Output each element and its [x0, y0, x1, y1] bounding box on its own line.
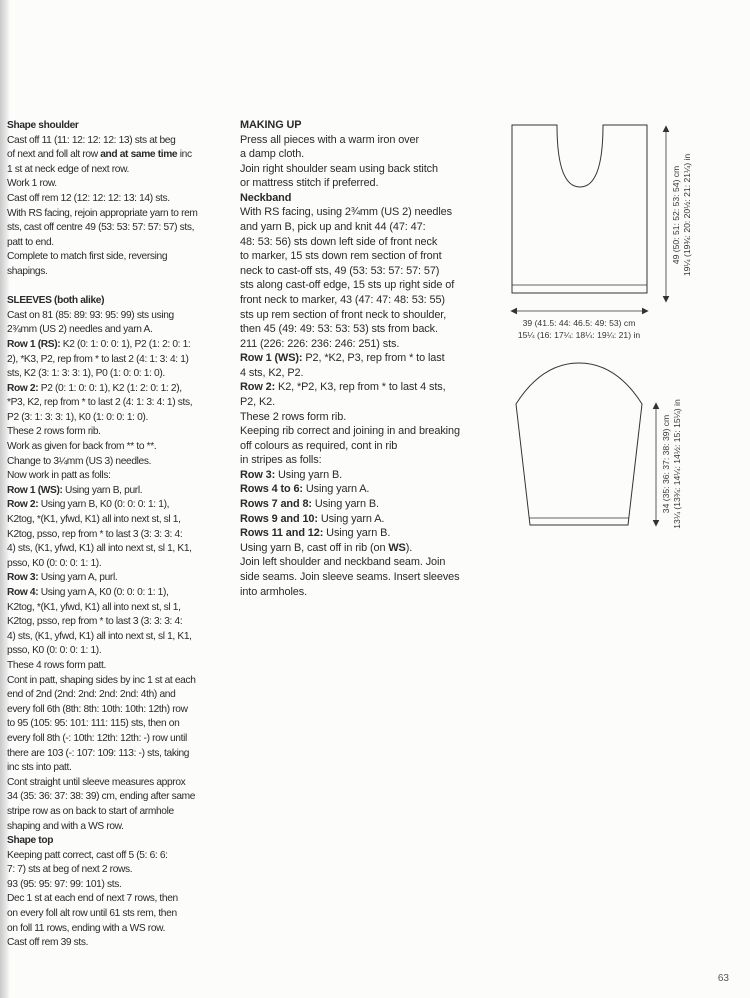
- making-up-line: in stripes as folls:: [240, 454, 322, 467]
- body-height-cm-label: 49 (50: 51: 52: 53: 54) cm: [671, 165, 681, 265]
- pattern-line: on every foll alt row until 61 sts rem, then: [7, 908, 177, 920]
- text-run: Using yarn A.: [317, 512, 385, 525]
- pattern-line: stripe row as on back to start of armhole: [7, 805, 174, 817]
- bold-text: Rows 7 and 8:: [240, 498, 312, 511]
- pattern-line: Work as given for back from ** to **.: [7, 441, 157, 453]
- text-run: Using yarn B, cast off in rib (on: [240, 541, 389, 554]
- pattern-line: K2tog, *(K1, yfwd, K1) all into next st, sl 1,: [7, 514, 181, 526]
- bold-text: Row 4:: [7, 587, 39, 598]
- section-heading: SLEEVES (both alike): [7, 295, 105, 307]
- text-run: Using yarn B, K0 (0: 0: 0: 1: 1),: [38, 499, 170, 511]
- making-up-line: [240, 482, 500, 497]
- pattern-line: sts, cast off centre 49 (53: 53: 57: 57: 57) sts,: [7, 222, 195, 234]
- section-heading: Neckband: [240, 191, 292, 204]
- making-up-line: [240, 526, 500, 541]
- pattern-line: Keeping patt correct, cast off 5 (5: 6: 6:: [7, 849, 168, 861]
- pattern-line: 7: 7) sts at beg of next 2 rows.: [7, 864, 133, 876]
- making-up-line: [240, 541, 500, 556]
- bold-text: Row 3:: [7, 572, 39, 584]
- text-run: K2, *P2, K3, rep from * to last 4 sts,: [275, 381, 446, 394]
- body-schematic: [500, 115, 700, 345]
- body-outline: [512, 125, 647, 293]
- pattern-line: shapings.: [7, 265, 48, 277]
- making-up-line: 48: 53: 56) sts down left side of front neck: [240, 235, 438, 248]
- pattern-line: [7, 382, 232, 397]
- pattern-line: [7, 484, 232, 499]
- pattern-line: Cont straight until sleeve measures approx: [7, 776, 186, 788]
- making-up-line: [240, 497, 500, 512]
- sleeve-length-in-label: 13¼ (13¾: 14¼: 14½: 15: 15¼) in: [672, 399, 682, 529]
- section-heading: Shape shoulder: [7, 120, 79, 131]
- making-up-line: [240, 351, 500, 366]
- pattern-line: shaping and with a WS row.: [7, 820, 124, 832]
- pattern-line: These 2 rows form rib.: [7, 426, 101, 438]
- pattern-line: [7, 148, 232, 163]
- making-up-line: 211 (226: 226: 236: 246: 251) sts.: [240, 337, 400, 350]
- pattern-line: [7, 571, 232, 586]
- making-up-line: and yarn B, pick up and knit 44 (47: 47:: [240, 221, 426, 234]
- making-up-line: then 45 (49: 49: 53: 53: 53) sts from back.: [240, 323, 438, 336]
- text-run: Using yarn A, K0 (0: 0: 0: 1: 1),: [38, 587, 169, 598]
- body-height-in-label: 19¼ (19¾: 20: 20½: 21: 21¼) in: [682, 153, 692, 277]
- text-run: Using yarn B.: [275, 468, 343, 481]
- pattern-line: Now work in patt as folls:: [7, 470, 111, 482]
- text-run: ).: [405, 541, 413, 554]
- pattern-line: to 95 (105: 95: 101: 111: 115) sts, then on: [7, 718, 180, 730]
- making-up-line: neck to cast-off sts, 49 (53: 53: 57: 57: 57): [240, 264, 440, 277]
- bold-text: Row 2:: [7, 499, 39, 511]
- pattern-line: 2), *K3, P2, rep from * to last 2 (4: 1: 3: 4: 1): [7, 353, 189, 365]
- pattern-line: 34 (35: 36: 37: 38: 39) cm, ending after same: [7, 791, 196, 803]
- pattern-line: 2¾mm (US 2) needles and yarn A.: [7, 324, 153, 336]
- pattern-line: K2tog, psso, rep from * to last 3 (3: 3: 3: 4:: [7, 528, 183, 540]
- pattern-line: [7, 280, 232, 295]
- text-run: P2 (0: 1: 0: 0: 1), K2 (1: 2: 0: 1: 2),: [38, 382, 182, 394]
- section-heading: Shape top: [7, 835, 54, 847]
- pattern-line: Cast off rem 12 (12: 12: 12: 13: 14) sts.: [7, 192, 170, 204]
- pattern-line: Cont in patt, shaping sides by inc 1 st at each: [7, 674, 196, 686]
- making-up-line: With RS facing, using 2¾mm (US 2) needles: [240, 206, 452, 219]
- making-up-line: a damp cloth.: [240, 148, 305, 161]
- making-up-line: P2, K2.: [240, 395, 276, 408]
- body-width-in-label: 15¼ (16: 17¼: 18¼: 19¼: 21) in: [517, 330, 641, 340]
- pattern-line: inc sts into patt.: [7, 762, 72, 774]
- making-up-line: front neck to marker, 43 (47: 47: 48: 53: 55): [240, 293, 445, 306]
- text-run: Using yarn B, purl.: [62, 484, 143, 496]
- bold-text: Rows 11 and 12:: [240, 527, 324, 540]
- bold-text: Rows 4 to 6:: [240, 483, 303, 496]
- body-width-cm-label: 39 (41.5: 44: 46.5: 49: 53) cm: [522, 318, 636, 328]
- bold-text: Row 1 (WS):: [7, 484, 63, 496]
- pattern-line: 4) sts, (K1, yfwd, K1) all into next st, sl 1, K1,: [7, 543, 192, 555]
- sleeve-outline: [516, 363, 642, 525]
- text-run: Using yarn A, purl.: [38, 572, 118, 584]
- making-up-line: to marker, 15 sts down rem section of front: [240, 250, 442, 263]
- making-up-line: [240, 512, 500, 527]
- middle-text-column: [240, 118, 500, 599]
- text-run: inc: [177, 149, 192, 161]
- making-up-line: into armholes.: [240, 585, 308, 598]
- sleeve-length-cm-label: 34 (35: 36: 37: 38: 39) cm: [661, 414, 671, 514]
- making-up-line: These 2 rows form rib.: [240, 410, 347, 423]
- pattern-line: With RS facing, rejoin appropriate yarn to rem: [7, 207, 198, 219]
- bold-text: and at same time: [100, 149, 178, 161]
- pattern-line: end of 2nd (2nd: 2nd: 2nd: 2nd: 4th) and: [7, 689, 176, 701]
- section-heading: MAKING UP: [240, 119, 302, 131]
- bold-text: Row 2:: [7, 382, 39, 394]
- text-run: Using yarn B.: [311, 498, 379, 511]
- pattern-line: 1 st at neck edge of next row.: [7, 163, 130, 175]
- pattern-line: [7, 338, 232, 353]
- making-up-line: [240, 468, 500, 483]
- making-up-line: 4 sts, K2, P2.: [240, 366, 304, 379]
- making-up-line: Press all pieces with a warm iron over: [240, 133, 419, 146]
- pattern-line: Work 1 row.: [7, 178, 57, 190]
- pattern-line: 93 (95: 95: 97: 99: 101) sts.: [7, 878, 122, 890]
- pattern-line: Complete to match first side, reversing: [7, 251, 168, 263]
- text-run: of next and foll alt row: [7, 149, 101, 161]
- pattern-line: *P3, K2, rep from * to last 2 (4: 1: 3: 4: 1) sts,: [7, 397, 193, 409]
- bold-text: Rows 9 and 10:: [240, 512, 318, 525]
- bold-text: Row 2:: [240, 381, 276, 394]
- pattern-line: 4) sts, (K1, yfwd, K1) all into next st, sl 1, K1,: [7, 630, 192, 642]
- making-up-line: side seams. Join sleeve seams. Insert sleeves: [240, 570, 460, 583]
- pattern-line: psso, K0 (0: 0: 0: 1: 1).: [7, 557, 102, 569]
- pattern-line: P2 (3: 1: 3: 3: 1), K0 (1: 0: 0: 1: 0).: [7, 411, 148, 423]
- bold-text: Row 3:: [240, 468, 276, 481]
- bold-text: WS: [388, 541, 406, 554]
- pattern-line: there are 103 (-: 107: 109: 113: -) sts, taking: [7, 747, 190, 759]
- making-up-line: off colours as required, cont in rib: [240, 439, 398, 452]
- pattern-line: sts, K2 (3: 1: 3: 3: 1), P0 (1: 0: 0: 1: 0).: [7, 368, 165, 380]
- making-up-line: Keeping rib correct and joining in and breaking: [240, 425, 460, 438]
- sleeve-schematic: [500, 360, 700, 560]
- pattern-line: every foll 6th (8th: 8th: 10th: 10th: 12th) row: [7, 703, 188, 715]
- making-up-line: sts up rem section of front neck to shoulder,: [240, 308, 447, 321]
- making-up-line: or mattress stitch if preferred.: [240, 177, 379, 190]
- pattern-line: These 4 rows form patt.: [7, 659, 106, 671]
- pattern-line: Change to 3¼mm (US 3) needles.: [7, 455, 152, 467]
- pattern-line: psso, K0 (0: 0: 0: 1: 1).: [7, 645, 102, 657]
- text-run: Using yarn B.: [323, 527, 391, 540]
- pattern-line: K2tog, psso, rep from * to last 3 (3: 3: 3: 4:: [7, 616, 183, 628]
- pattern-line: Dec 1 st at each end of next 7 rows, then: [7, 893, 178, 905]
- pattern-line: on foll 11 rows, ending with a WS row.: [7, 922, 166, 934]
- text-run: Using yarn A.: [302, 483, 370, 496]
- pattern-line: Cast off 11 (11: 12: 12: 12: 13) sts at beg: [7, 134, 176, 146]
- pattern-line: patt to end.: [7, 236, 54, 248]
- text-run: P2, *K2, P3, rep from * to last: [302, 352, 445, 365]
- making-up-line: sts along cast-off edge, 15 sts up right side of: [240, 279, 455, 292]
- bold-text: Row 1 (WS):: [240, 352, 303, 365]
- left-text-column: [7, 119, 232, 951]
- pattern-line: Cast off rem 39 sts.: [7, 937, 89, 949]
- pattern-line: Cast on 81 (85: 89: 93: 95: 99) sts using: [7, 309, 174, 321]
- text-run: K2 (0: 1: 0: 0: 1), P2 (1: 2: 0: 1:: [60, 338, 191, 350]
- making-up-line: Join right shoulder seam using back stitch: [240, 162, 438, 175]
- pattern-line: every foll 8th (-: 10th: 12th: 12th: -) row until: [7, 732, 187, 744]
- making-up-line: [240, 380, 500, 395]
- pattern-line: K2tog, *(K1, yfwd, K1) all into next st, sl 1,: [7, 601, 181, 613]
- bold-text: Row 1 (RS):: [7, 338, 61, 350]
- making-up-line: Join left shoulder and neckband seam. Join: [240, 556, 446, 569]
- pattern-line: [7, 586, 232, 601]
- page-number: 63: [717, 973, 729, 984]
- pattern-line: [7, 498, 232, 513]
